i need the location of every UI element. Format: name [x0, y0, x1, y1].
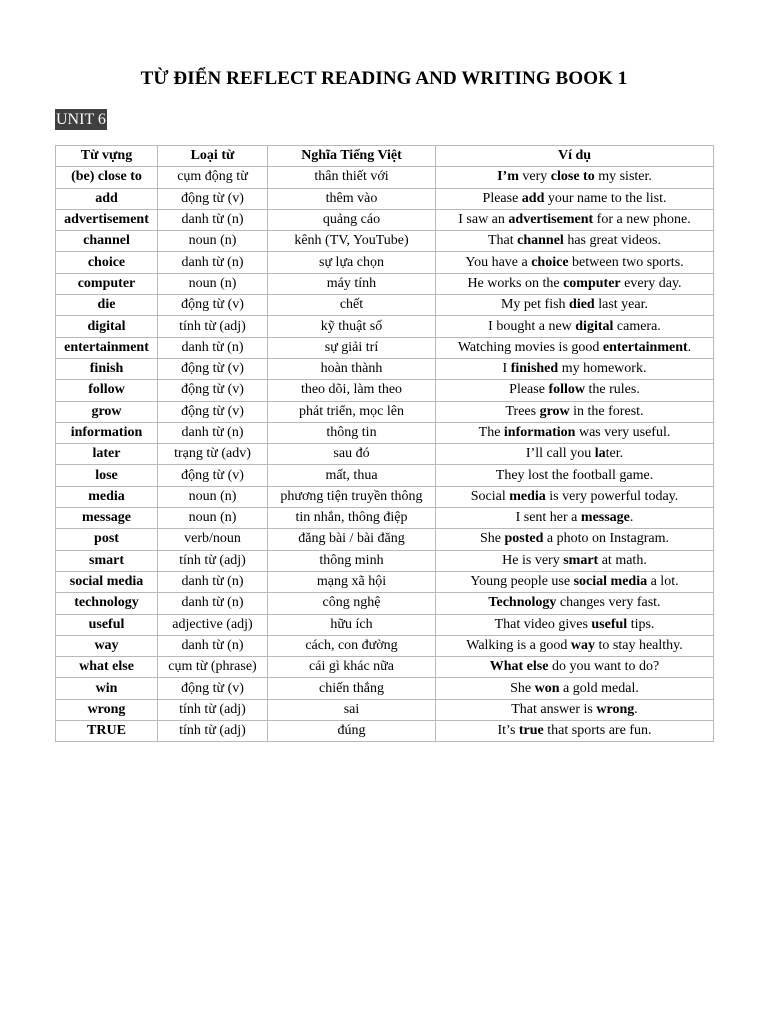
example-highlight: follow [548, 382, 585, 398]
vocab-word: add [56, 188, 158, 209]
word-type: tính từ (adj) [158, 550, 268, 571]
example-highlight: won [534, 680, 560, 696]
table-row [56, 508, 714, 529]
word-type: động từ (v) [158, 380, 268, 401]
example-sentence [436, 273, 714, 294]
example-sentence [436, 550, 714, 571]
example-highlight: channel [517, 233, 564, 249]
example-text: . [634, 701, 638, 717]
table-row [56, 699, 714, 720]
example-highlight: entertainment [602, 339, 688, 355]
word-type: động từ (v) [158, 401, 268, 422]
example-sentence [436, 721, 714, 742]
table-row [56, 571, 714, 592]
table-row [56, 614, 714, 635]
vietnamese-meaning: theo dõi, làm theo [268, 380, 436, 401]
vietnamese-meaning: phương tiện truyền thông [268, 486, 436, 507]
table-row [56, 465, 714, 486]
example-sentence [436, 358, 714, 379]
example-sentence [436, 295, 714, 316]
example-highlight: What else [489, 659, 549, 675]
example-sentence [436, 678, 714, 699]
example-sentence [436, 252, 714, 273]
word-type: cụm từ (phrase) [158, 657, 268, 678]
vocab-word: what else [56, 657, 158, 678]
example-sentence [436, 188, 714, 209]
word-type: adjective (adj) [158, 614, 268, 635]
example-highlight: way [570, 637, 595, 653]
vocab-word: media [56, 486, 158, 507]
vocab-word: later [56, 444, 158, 465]
vietnamese-meaning: sự giải trí [268, 337, 436, 358]
word-type: cụm động từ [158, 167, 268, 188]
vocab-word: entertainment [56, 337, 158, 358]
table-row [56, 422, 714, 443]
word-type: noun (n) [158, 231, 268, 252]
example-sentence [436, 465, 714, 486]
header-meaning: Nghĩa Tiếng Việt [268, 146, 436, 167]
table-row [56, 529, 714, 550]
table-row [56, 188, 714, 209]
example-text: last year. [594, 297, 648, 313]
example-sentence [436, 635, 714, 656]
example-highlight: true [518, 723, 544, 739]
vocab-word: advertisement [56, 209, 158, 230]
example-highlight: posted [504, 531, 544, 547]
vocab-word: grow [56, 401, 158, 422]
example-text: ter. [605, 446, 624, 462]
vietnamese-meaning: hoàn thành [268, 358, 436, 379]
document-title: TỪ ĐIỂN REFLECT READING AND WRITING BOOK 1 [140, 68, 628, 89]
example-text: It’s [497, 723, 519, 739]
example-text: at math. [598, 552, 647, 568]
word-type: tính từ (adj) [158, 316, 268, 337]
example-sentence [436, 593, 714, 614]
table-row [56, 380, 714, 401]
vocab-word: channel [56, 231, 158, 252]
example-highlight: advertisement [508, 212, 594, 228]
example-text: has great videos. [563, 233, 662, 249]
table-row [56, 358, 714, 379]
example-text: Trees [505, 403, 540, 419]
table-header-row [56, 146, 714, 167]
vocab-word: choice [56, 252, 158, 273]
vocab-word: finish [56, 358, 158, 379]
example-highlight: digital [575, 318, 614, 334]
vietnamese-meaning: phát triển, mọc lên [268, 401, 436, 422]
word-type: danh từ (n) [158, 422, 268, 443]
example-text: I’ll call you [525, 446, 595, 462]
example-text: was very useful. [575, 425, 671, 440]
table-row [56, 721, 714, 742]
table-row [56, 231, 714, 252]
example-highlight: social media [573, 574, 648, 590]
vietnamese-meaning: tin nhắn, thông điệp [268, 508, 436, 529]
word-type: noun (n) [158, 508, 268, 529]
table-row [56, 316, 714, 337]
example-text: That video gives [494, 616, 592, 632]
example-text: He is very [502, 552, 564, 568]
example-text: They lost the football game. [495, 467, 654, 483]
word-type: động từ (v) [158, 295, 268, 316]
example-sentence [436, 231, 714, 252]
example-text: that sports are fun. [543, 723, 652, 739]
word-type: động từ (v) [158, 678, 268, 699]
example-highlight: choice [531, 254, 569, 270]
example-highlight: finished [510, 361, 559, 377]
example-sentence [436, 209, 714, 230]
example-sentence [436, 529, 714, 550]
table-row [56, 657, 714, 678]
vocab-word: way [56, 635, 158, 656]
example-highlight: I’m [497, 169, 519, 185]
vietnamese-meaning: máy tính [268, 273, 436, 294]
table-row [56, 167, 714, 188]
vietnamese-meaning: mạng xã hội [268, 571, 436, 592]
example-text: You have a [465, 254, 532, 270]
table-row [56, 678, 714, 699]
example-text: She [510, 680, 535, 696]
example-sentence [436, 444, 714, 465]
vocab-word: computer [56, 273, 158, 294]
table-row [56, 401, 714, 422]
example-sentence [436, 380, 714, 401]
example-text: do you want to do? [548, 659, 660, 675]
example-text: He works on the [467, 275, 564, 291]
example-highlight: wrong [596, 701, 635, 717]
example-sentence [436, 571, 714, 592]
example-text: in the forest. [569, 403, 644, 419]
vietnamese-meaning: cái gì khác nữa [268, 657, 436, 678]
vocab-word: win [56, 678, 158, 699]
word-type: danh từ (n) [158, 571, 268, 592]
example-sentence [436, 699, 714, 720]
vocab-word: wrong [56, 699, 158, 720]
vocab-word: smart [56, 550, 158, 571]
word-type: tính từ (adj) [158, 699, 268, 720]
example-sentence [436, 486, 714, 507]
example-text: a gold medal. [559, 680, 639, 696]
word-type: noun (n) [158, 273, 268, 294]
example-text: your name to the list. [544, 190, 667, 206]
vietnamese-meaning: công nghệ [268, 593, 436, 614]
vietnamese-meaning: quảng cáo [268, 209, 436, 230]
word-type: động từ (v) [158, 188, 268, 209]
example-text: tips. [627, 616, 655, 632]
word-type: động từ (v) [158, 358, 268, 379]
example-highlight: media [509, 488, 546, 504]
example-text: to stay healthy. [595, 637, 683, 653]
example-highlight: message [580, 510, 630, 526]
example-highlight: computer [563, 275, 621, 291]
example-text: Walking is a good [466, 637, 571, 653]
example-text: I saw an [458, 212, 509, 228]
vietnamese-meaning: kênh (TV, YouTube) [268, 231, 436, 252]
example-highlight: information [503, 425, 576, 440]
word-type: tính từ (adj) [158, 721, 268, 742]
example-highlight: Technology [488, 595, 557, 611]
example-sentence [436, 401, 714, 422]
table-row [56, 209, 714, 230]
vocab-word: message [56, 508, 158, 529]
table-row [56, 486, 714, 507]
example-highlight: add [521, 190, 545, 206]
example-text: Watching movies is good [457, 339, 603, 355]
example-sentence [436, 337, 714, 358]
vietnamese-meaning: đăng bài / bài đăng [268, 529, 436, 550]
word-type: trạng từ (adv) [158, 444, 268, 465]
example-text: Please [509, 382, 549, 398]
vocab-word: information [56, 422, 158, 443]
vietnamese-meaning: chết [268, 295, 436, 316]
header-example: Ví dụ [436, 146, 714, 167]
word-type: danh từ (n) [158, 337, 268, 358]
example-text: That answer is [511, 701, 597, 717]
vietnamese-meaning: thông minh [268, 550, 436, 571]
vocab-word: die [56, 295, 158, 316]
vocab-word: follow [56, 380, 158, 401]
word-type: verb/noun [158, 529, 268, 550]
vietnamese-meaning: hữu ích [268, 614, 436, 635]
example-highlight: la [594, 446, 606, 462]
table-row [56, 550, 714, 571]
example-highlight: useful [591, 616, 628, 632]
vietnamese-meaning: thân thiết với [268, 167, 436, 188]
word-type: danh từ (n) [158, 252, 268, 273]
vocab-word: technology [56, 593, 158, 614]
example-text: a lot. [647, 574, 679, 590]
vietnamese-meaning: thông tin [268, 422, 436, 443]
example-text: the rules. [585, 382, 640, 398]
example-sentence [436, 657, 714, 678]
unit-label: UNIT 6 [56, 111, 106, 128]
example-text: very [518, 169, 551, 185]
example-sentence [436, 422, 714, 443]
example-highlight: died [569, 297, 595, 313]
example-text: between two sports. [568, 254, 684, 270]
word-type: danh từ (n) [158, 593, 268, 614]
example-text: my sister. [594, 169, 652, 185]
example-text: Young people use [470, 574, 574, 590]
header-word: Từ vựng [56, 146, 158, 167]
example-text: changes very fast. [556, 595, 661, 611]
vocab-word: post [56, 529, 158, 550]
table-row [56, 252, 714, 273]
vocab-word: useful [56, 614, 158, 635]
table-body [56, 167, 714, 742]
vocab-word: TRUE [56, 721, 158, 742]
example-text: My pet fish [500, 297, 570, 313]
example-text: The [478, 425, 504, 440]
example-text: She [480, 531, 505, 547]
table-row [56, 635, 714, 656]
word-type: động từ (v) [158, 465, 268, 486]
example-text: I bought a new [488, 318, 576, 334]
word-type: noun (n) [158, 486, 268, 507]
example-text: . [687, 339, 692, 355]
example-text: . [629, 510, 634, 526]
vietnamese-meaning: sau đó [268, 444, 436, 465]
example-text: Please [482, 190, 522, 206]
header-type: Loại từ [158, 146, 268, 167]
example-sentence [436, 614, 714, 635]
vocab-word: lose [56, 465, 158, 486]
example-text: every day. [620, 275, 682, 291]
table-row [56, 273, 714, 294]
vietnamese-meaning: cách, con đường [268, 635, 436, 656]
vietnamese-meaning: đúng [268, 721, 436, 742]
example-highlight: close to [550, 169, 595, 185]
word-type: danh từ (n) [158, 635, 268, 656]
example-sentence [436, 508, 714, 529]
table-row [56, 593, 714, 614]
example-sentence [436, 167, 714, 188]
example-text: a photo on Instagram. [543, 531, 669, 547]
vocabulary-table [55, 145, 714, 742]
example-text: camera. [613, 318, 661, 334]
vocab-word: digital [56, 316, 158, 337]
example-text: That [487, 233, 518, 249]
vietnamese-meaning: sai [268, 699, 436, 720]
vocab-word: (be) close to [56, 167, 158, 188]
vocab-word: social media [56, 571, 158, 592]
vietnamese-meaning: thêm vào [268, 188, 436, 209]
example-highlight: grow [539, 403, 570, 419]
table-row [56, 444, 714, 465]
table-row [56, 337, 714, 358]
example-highlight: smart [563, 552, 599, 568]
example-text: I sent her a [515, 510, 581, 526]
example-sentence [436, 316, 714, 337]
example-text: for a new phone. [593, 212, 691, 228]
table-row [56, 295, 714, 316]
vietnamese-meaning: kỹ thuật số [268, 316, 436, 337]
example-text: is very powerful today. [545, 488, 679, 504]
example-text: I [502, 361, 511, 377]
word-type: danh từ (n) [158, 209, 268, 230]
vietnamese-meaning: mất, thua [268, 465, 436, 486]
vietnamese-meaning: sự lựa chọn [268, 252, 436, 273]
vietnamese-meaning: chiến thắng [268, 678, 436, 699]
example-text: my homework. [558, 361, 647, 377]
example-text: Social [470, 488, 510, 504]
